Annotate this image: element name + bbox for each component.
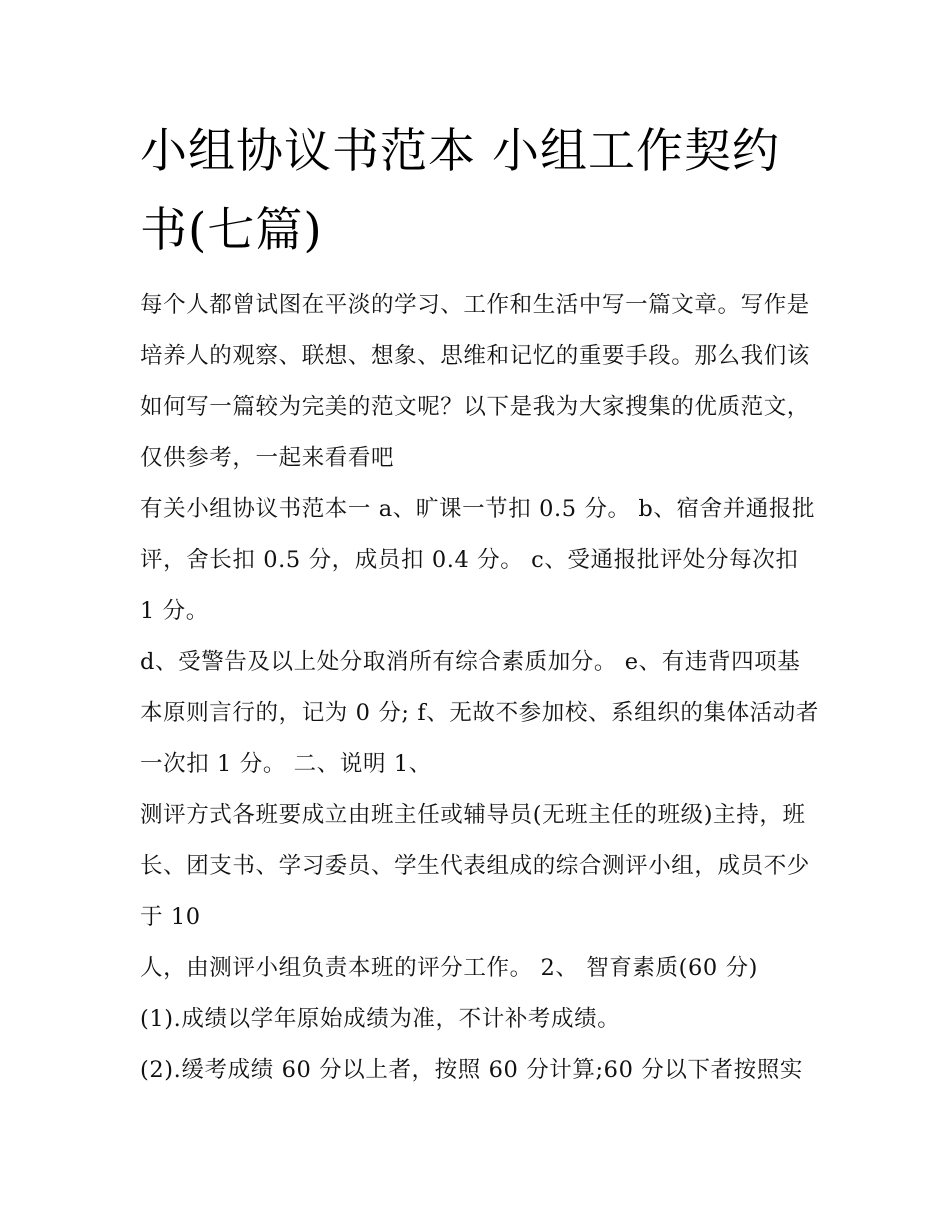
body-paragraph: (2).缓考成绩 60 分以上者，按照 60 分计算;60 分以下者按照实: [140, 1057, 803, 1083]
body-paragraph: 测评方式各班要成立由班主任或辅导员(无班主任的班级)主持，班长、团支书、学习委员、学生代表组成的综合测评小组，成员不少于 10: [140, 802, 810, 930]
body-paragraph: d、受警告及以上处分取消所有综合素质加分。 e、有违背四项基本原则言行的，记为 0 分; f、无故不参加校、系组织的集体活动者一次扣 1 分。 二、说明 1、: [140, 649, 819, 777]
document-title: 小组协议书范本 小组工作契约书(七篇): [140, 124, 780, 258]
body-paragraph: 人，由测评小组负责本班的评分工作。 2、 智育素质(60 分): [140, 955, 759, 981]
body-paragraph: 有关小组协议书范本一 a、旷课一节扣 0.5 分。 b、宿舍并通报批评，舍长扣 0.5 分，成员扣 0.4 分。 c、受通报批评处分每次扣 1 分。: [140, 496, 816, 624]
intro-paragraph: 每个人都曾试图在平淡的学习、工作和生活中写一篇文章。写作是培养人的观察、联想、想象、思维和记忆的重要手段。那么我们该如何写一篇较为完美的范文呢？以下是我为大家搜集的优质范文，仅供参考，一起来看看吧: [140, 292, 810, 471]
body-paragraph: (1).成绩以学年原始成绩为准，不计补考成绩。: [140, 1006, 621, 1032]
document-page: [140, 112, 820, 1096]
